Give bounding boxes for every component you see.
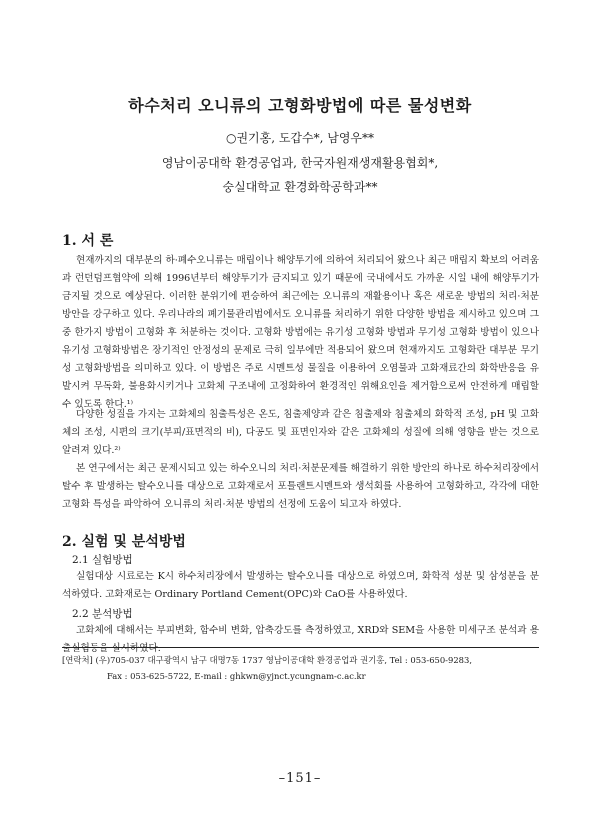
contact-info xyxy=(62,652,542,684)
author-list: ○권기홍, 도갑수*, 남영우** xyxy=(225,131,375,145)
paper-title: 하수처리 오니류의 고형화방법에 따른 물성변화 xyxy=(128,96,472,115)
section-heading-methods: 2. 실험 및 분석방법 xyxy=(62,534,186,550)
analysis-paragraph-text: 고화체에 대해서는 부피변화, 함수비 변화, 압축강도를 측정하였고, XRD와 SEM을 사용한 미세구조 분석과 용출실험등을 실시하였다. xyxy=(62,625,539,654)
intro-paragraph-3 xyxy=(62,460,539,514)
affiliation-line-1: 영남이공대학 환경공업과, 한국자원재생재활용협회*, xyxy=(161,156,439,170)
affiliation-line-2: 숭실대학교 환경화학공학과** xyxy=(222,180,378,194)
subsection-heading-experiment: 2.1 실험방법 xyxy=(72,554,133,566)
experiment-paragraph-text: 실험대상 시료로는 K시 하수처리장에서 발생하는 탈수오니를 대상으로 하였으며, 화학적 성분 및 삼성분을 분석하였다. 고화재로는 Ordinary Portland Cement(OPC)와 CaO를 사용하였다. xyxy=(62,571,539,600)
subsection-heading-analysis: 2.2 분석방법 xyxy=(72,608,133,620)
intro-paragraph-2-text: 다양한 성질을 가지는 고화체의 침출특성은 온도, 침출제양과 같은 침출제와 침출체의 화학적 조성, pH 및 고화체의 조성, 시편의 크기(부피/표면적의 비), 다공도 및 표면인자와 같은 고화체의 성질에 의해 영향을 받는 것으로 알려져 있다.²⁾ xyxy=(62,409,539,456)
experiment-paragraph xyxy=(62,568,539,604)
section-heading-introduction: 1. 서 론 xyxy=(62,233,114,249)
intro-paragraph-1 xyxy=(62,252,539,414)
intro-paragraph-2 xyxy=(62,406,539,460)
page-number: –151– xyxy=(278,771,322,786)
contact-line-1: [연락처] (우)705-037 대구광역시 남구 대명7동 1737 영남이공대학 환경공업과 권기홍, Tel : 053-650-9283, xyxy=(62,655,472,665)
intro-paragraph-3-text: 본 연구에서는 최근 문제시되고 있는 하수오니의 처리·처분문제를 해결하기 위한 방안의 하나로 하수처리장에서 탈수 후 발생하는 탈수오니를 대상으로 고화재로서 포틀랜트시멘트와 생석회를 사용하여 고형화하고, 각각에 대한 고형화 특성을 파악하여 오니류의 처리·처분 방법의 선정에 도움이 되고자 하였다. xyxy=(62,463,539,510)
footnote-divider xyxy=(62,647,539,648)
contact-line-2: Fax : 053-625-5722, E-mail : ghkwn@yjnct.ycungnam-c.ac.kr xyxy=(107,671,366,681)
intro-paragraph-1-text: 현재까지의 대부분의 하·폐수오니류는 매립이나 해양투기에 의하여 처리되어 왔으나 최근 매립지 확보의 어려움과 런던덤프협약에 의해 1996년부터 해양투기가 금지되고 있기 때문에 국내에서도 가까운 시일 내에 해양투기가 금지될 것으로 예상된다. 이러한 분위기에 편승하여 최근에는 오니류의 재활용이나 혹은 새로운 방법의 처리·처분 방안을 강구하고 있다. 우리나라의 폐기물관리법에서도 오니류를 처리하기 위한 다양한 방법을 제시하고 있으며 그중 한가지 방법이 고형화 후 처분하는 것이다. 고형화 방법에는 유기성 고형화 방법과 무기성 고형화 방법이 있으나 유기성 고형화방법은 장기적인 안정성의 문제로 극히 일부에만 적용되어 왔으며 현재까지도 고형화란 대부분 무기성 고형화방법을 의미하고 있다. 이 방법은 주로 시멘트성 물질을 이용하여 오염물과 고화재료간의 화학반응을 유발시켜 무독화, 불용화시키거나 고화체 구조내에 고정화하여 환경적인 위해요인을 제거함으로써 안전하게 매립할 수 있도록 한다.¹⁾ xyxy=(62,255,539,410)
